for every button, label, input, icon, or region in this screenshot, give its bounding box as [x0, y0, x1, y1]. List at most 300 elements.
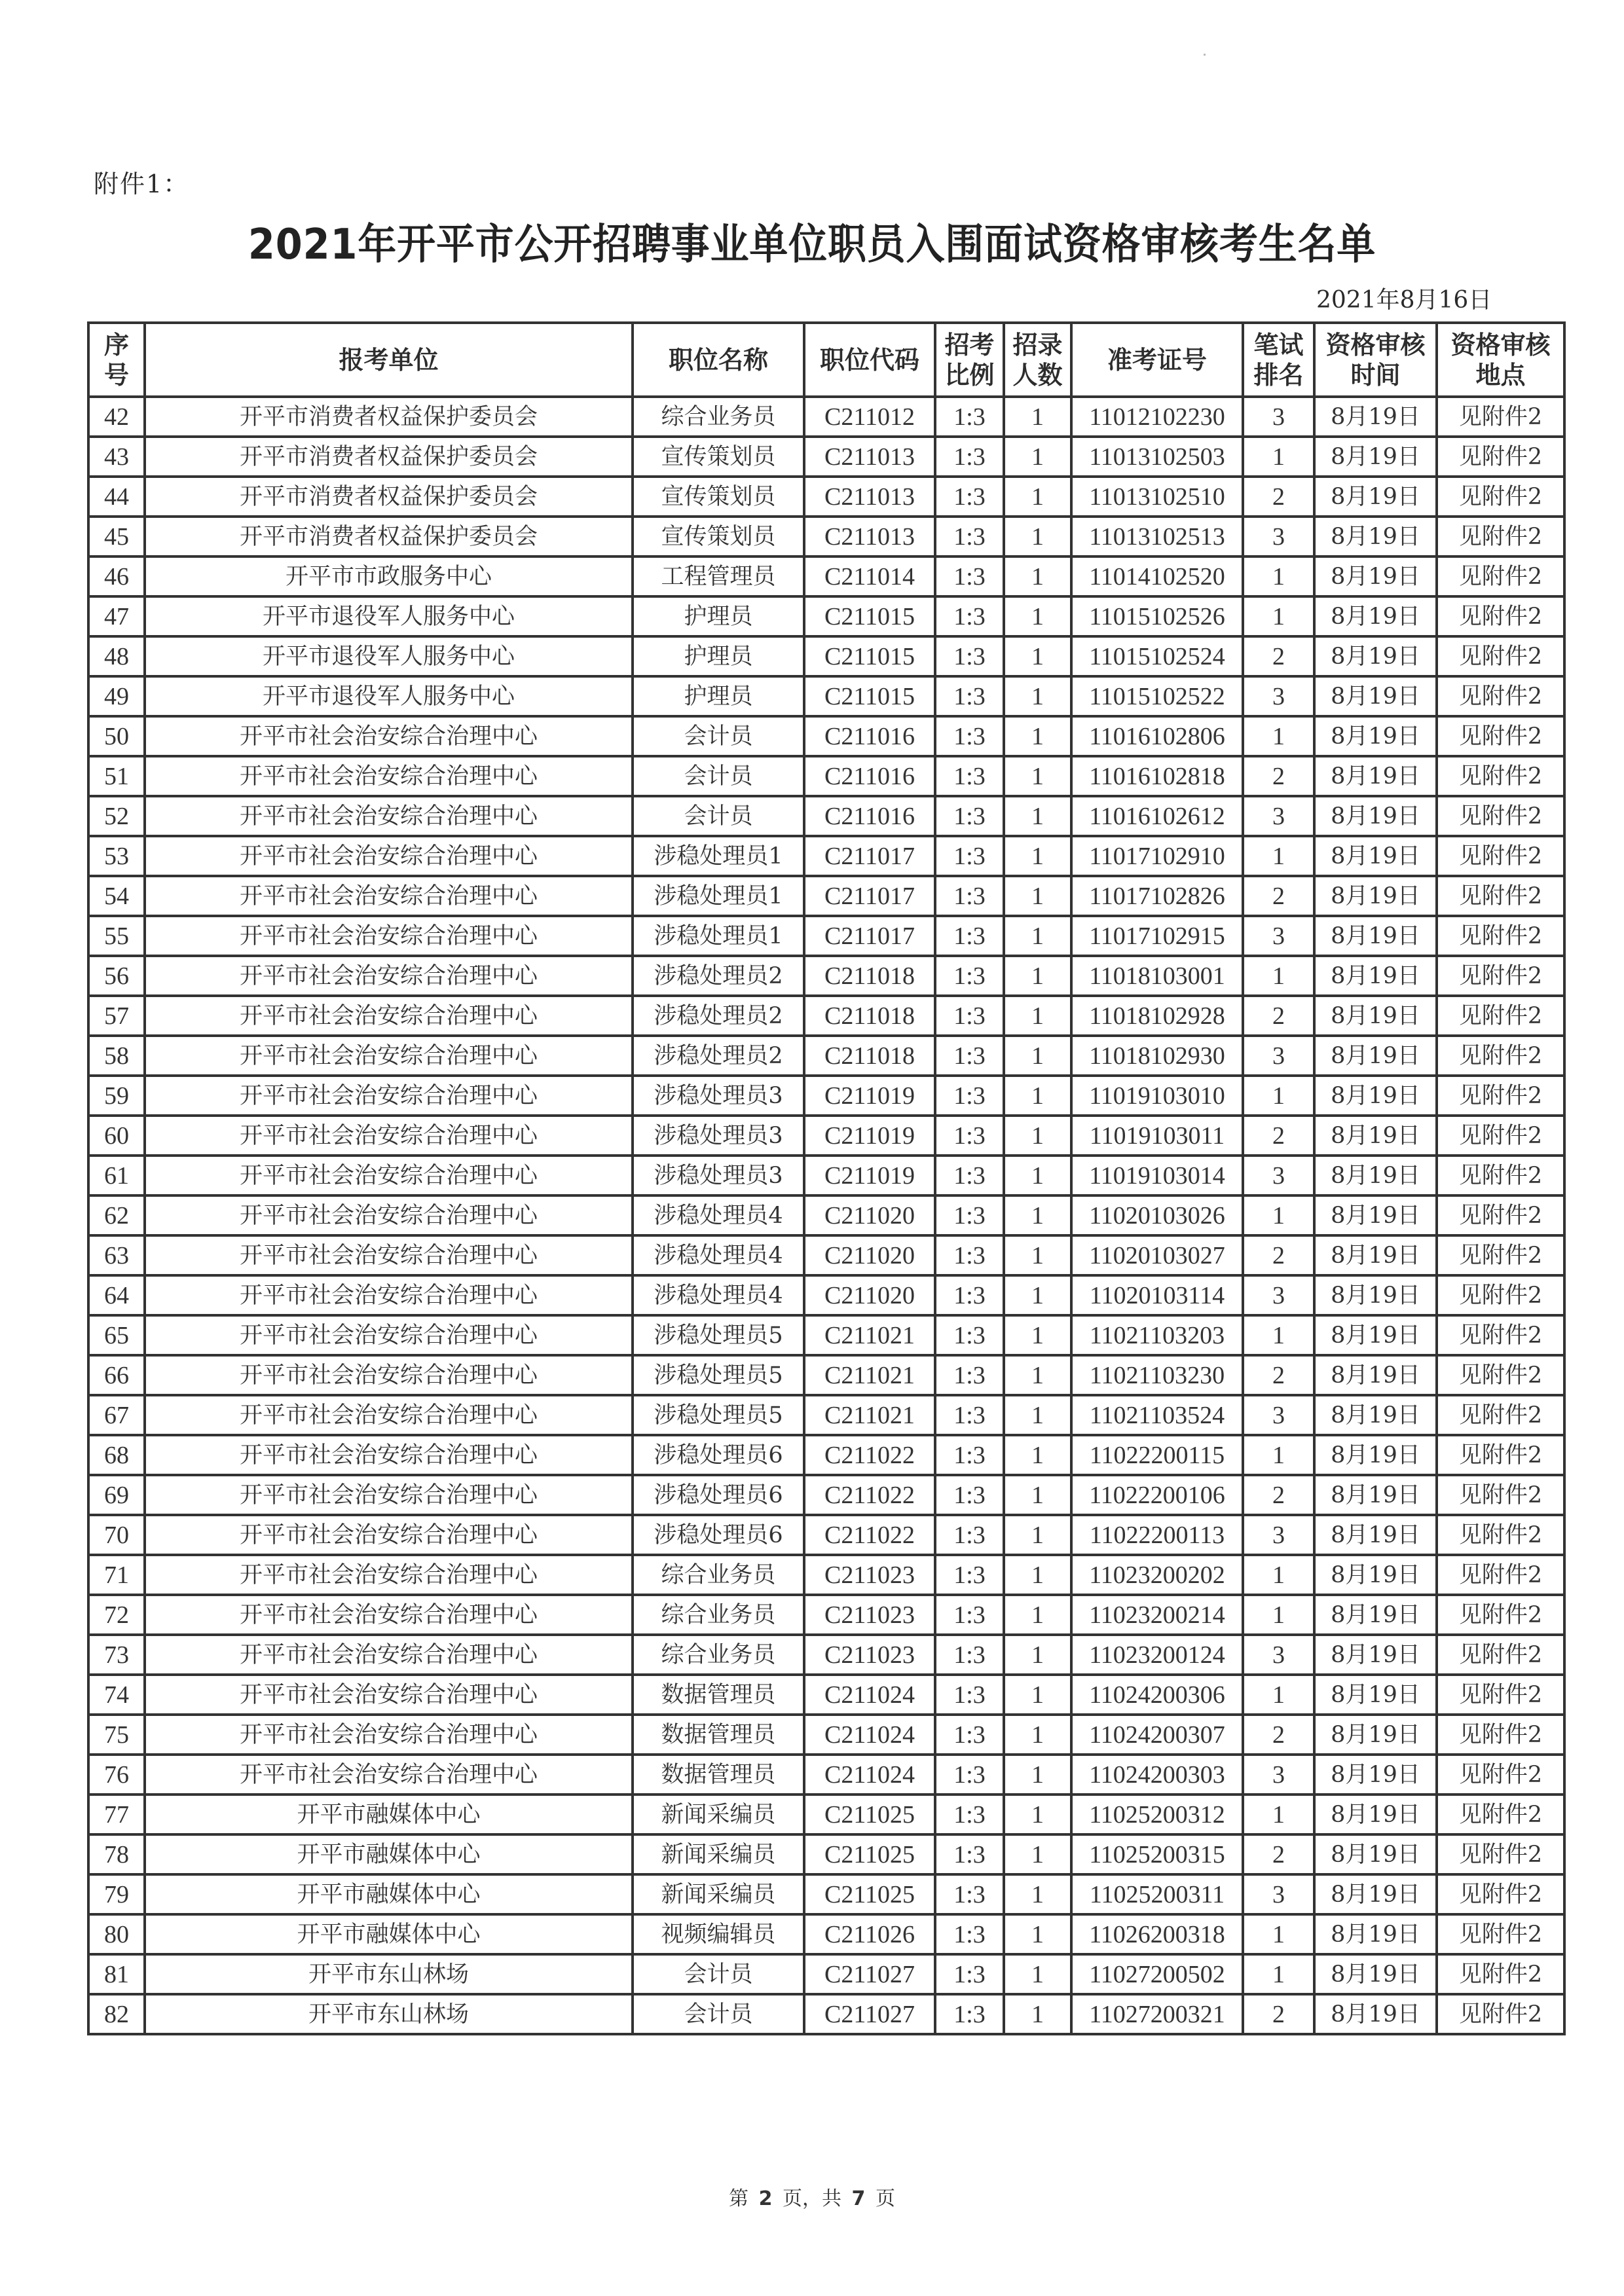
cell-written-rank: 2	[1243, 1994, 1314, 2034]
cell-ratio: 1:3	[935, 1555, 1004, 1595]
cell-position-name: 涉稳处理员4	[633, 1235, 804, 1275]
cell-written-rank: 1	[1243, 1954, 1314, 1994]
cell-review-location: 见附件2	[1437, 1116, 1564, 1156]
cell-ratio: 1:3	[935, 1635, 1004, 1675]
cell-unit: 开平市社会治安综合治理中心	[145, 916, 633, 956]
cell-ratio: 1:3	[935, 796, 1004, 836]
table-row	[88, 1156, 1564, 1195]
cell-review-location: 见附件2	[1437, 756, 1564, 796]
table-row	[88, 596, 1564, 636]
cell-position-code: C211024	[804, 1675, 935, 1715]
cell-hire-count: 1	[1004, 556, 1071, 596]
cell-review-location: 见附件2	[1437, 1555, 1564, 1595]
cell-hire-count: 1	[1004, 1755, 1071, 1795]
cell-review-time: 8月19日	[1314, 1715, 1437, 1755]
cell-unit: 开平市社会治安综合治理中心	[145, 1555, 633, 1595]
cell-seq: 80	[88, 1914, 145, 1954]
table-row	[88, 756, 1564, 796]
cell-position-name: 涉稳处理员2	[633, 996, 804, 1036]
table-row	[88, 1954, 1564, 1994]
cell-seq: 65	[88, 1315, 145, 1355]
cell-written-rank: 1	[1243, 1195, 1314, 1235]
cell-position-name: 综合业务员	[633, 1595, 804, 1635]
cell-position-name: 涉稳处理员6	[633, 1435, 804, 1475]
cell-admission-no: 11015102524	[1071, 636, 1243, 676]
table-row	[88, 1675, 1564, 1715]
scan-speck	[1204, 54, 1206, 56]
cell-admission-no: 11017102910	[1071, 836, 1243, 876]
cell-written-rank: 3	[1243, 916, 1314, 956]
table-row	[88, 716, 1564, 756]
cell-written-rank: 2	[1243, 996, 1314, 1036]
cell-position-name: 涉稳处理员1	[633, 836, 804, 876]
cell-review-time: 8月19日	[1314, 1954, 1437, 1994]
cell-unit: 开平市社会治安综合治理中心	[145, 1515, 633, 1555]
cell-admission-no: 11021103203	[1071, 1315, 1243, 1355]
cell-unit: 开平市社会治安综合治理中心	[145, 956, 633, 996]
cell-unit: 开平市社会治安综合治理中心	[145, 876, 633, 916]
cell-position-code: C211015	[804, 596, 935, 636]
header-review-time: 资格审核时间	[1314, 323, 1437, 397]
cell-admission-no: 11021103524	[1071, 1395, 1243, 1435]
cell-admission-no: 11016102612	[1071, 796, 1243, 836]
cell-admission-no: 11022200115	[1071, 1435, 1243, 1475]
cell-review-time: 8月19日	[1314, 596, 1437, 636]
cell-ratio: 1:3	[935, 1475, 1004, 1515]
cell-unit: 开平市社会治安综合治理中心	[145, 796, 633, 836]
cell-review-time: 8月19日	[1314, 1235, 1437, 1275]
table-row	[88, 1435, 1564, 1475]
cell-admission-no: 11014102520	[1071, 556, 1243, 596]
cell-admission-no: 11025200312	[1071, 1795, 1243, 1834]
cell-review-time: 8月19日	[1314, 556, 1437, 596]
cell-unit: 开平市消费者权益保护委员会	[145, 437, 633, 477]
cell-review-location: 见附件2	[1437, 1834, 1564, 1874]
cell-seq: 79	[88, 1874, 145, 1914]
cell-ratio: 1:3	[935, 1315, 1004, 1355]
cell-admission-no: 11023200202	[1071, 1555, 1243, 1595]
cell-position-code: C211018	[804, 1036, 935, 1076]
cell-ratio: 1:3	[935, 1954, 1004, 1994]
cell-review-time: 8月19日	[1314, 1834, 1437, 1874]
cell-ratio: 1:3	[935, 1834, 1004, 1874]
cell-review-time: 8月19日	[1314, 876, 1437, 916]
cell-unit: 开平市退役军人服务中心	[145, 636, 633, 676]
cell-seq: 47	[88, 596, 145, 636]
cell-position-name: 数据管理员	[633, 1755, 804, 1795]
cell-hire-count: 1	[1004, 716, 1071, 756]
cell-hire-count: 1	[1004, 1914, 1071, 1954]
cell-review-location: 见附件2	[1437, 676, 1564, 716]
cell-hire-count: 1	[1004, 756, 1071, 796]
cell-unit: 开平市社会治安综合治理中心	[145, 1116, 633, 1156]
cell-ratio: 1:3	[935, 1435, 1004, 1475]
cell-review-time: 8月19日	[1314, 916, 1437, 956]
cell-unit: 开平市社会治安综合治理中心	[145, 1275, 633, 1315]
cell-hire-count: 1	[1004, 836, 1071, 876]
header-position-code: 职位代码	[804, 323, 935, 397]
cell-seq: 59	[88, 1076, 145, 1116]
cell-hire-count: 1	[1004, 796, 1071, 836]
cell-admission-no: 11015102522	[1071, 676, 1243, 716]
cell-review-time: 8月19日	[1314, 1435, 1437, 1475]
table-row	[88, 676, 1564, 716]
cell-seq: 62	[88, 1195, 145, 1235]
cell-written-rank: 2	[1243, 756, 1314, 796]
cell-unit: 开平市退役军人服务中心	[145, 676, 633, 716]
cell-review-location: 见附件2	[1437, 1994, 1564, 2034]
cell-ratio: 1:3	[935, 517, 1004, 556]
table-row	[88, 517, 1564, 556]
cell-hire-count: 1	[1004, 477, 1071, 517]
cell-unit: 开平市社会治安综合治理中心	[145, 1076, 633, 1116]
cell-ratio: 1:3	[935, 676, 1004, 716]
cell-admission-no: 11018102928	[1071, 996, 1243, 1036]
cell-review-location: 见附件2	[1437, 836, 1564, 876]
cell-written-rank: 3	[1243, 1156, 1314, 1195]
table-row	[88, 1355, 1564, 1395]
cell-position-code: C211026	[804, 1914, 935, 1954]
cell-position-name: 工程管理员	[633, 556, 804, 596]
cell-unit: 开平市社会治安综合治理中心	[145, 1755, 633, 1795]
table-header-row	[88, 323, 1564, 397]
cell-position-code: C211013	[804, 477, 935, 517]
header-review-location: 资格审核地点	[1437, 323, 1564, 397]
cell-review-time: 8月19日	[1314, 1515, 1437, 1555]
cell-hire-count: 1	[1004, 1994, 1071, 2034]
cell-ratio: 1:3	[935, 437, 1004, 477]
cell-unit: 开平市社会治安综合治理中心	[145, 1315, 633, 1355]
cell-seq: 77	[88, 1795, 145, 1834]
cell-ratio: 1:3	[935, 716, 1004, 756]
cell-admission-no: 11016102806	[1071, 716, 1243, 756]
cell-review-location: 见附件2	[1437, 556, 1564, 596]
cell-review-location: 见附件2	[1437, 1275, 1564, 1315]
cell-admission-no: 11017102915	[1071, 916, 1243, 956]
cell-ratio: 1:3	[935, 1275, 1004, 1315]
cell-hire-count: 1	[1004, 1355, 1071, 1395]
cell-seq: 64	[88, 1275, 145, 1315]
cell-review-time: 8月19日	[1314, 1914, 1437, 1954]
cell-position-name: 综合业务员	[633, 1555, 804, 1595]
cell-admission-no: 11019103010	[1071, 1076, 1243, 1116]
cell-written-rank: 2	[1243, 1715, 1314, 1755]
cell-position-code: C211021	[804, 1315, 935, 1355]
table-row	[88, 556, 1564, 596]
cell-review-location: 见附件2	[1437, 1235, 1564, 1275]
table-row	[88, 1715, 1564, 1755]
cell-position-name: 涉稳处理员3	[633, 1156, 804, 1195]
cell-position-code: C211017	[804, 876, 935, 916]
cell-hire-count: 1	[1004, 1116, 1071, 1156]
cell-ratio: 1:3	[935, 1036, 1004, 1076]
cell-review-time: 8月19日	[1314, 1315, 1437, 1355]
cell-hire-count: 1	[1004, 1715, 1071, 1755]
cell-ratio: 1:3	[935, 1395, 1004, 1435]
cell-seq: 45	[88, 517, 145, 556]
cell-ratio: 1:3	[935, 1914, 1004, 1954]
cell-unit: 开平市融媒体中心	[145, 1874, 633, 1914]
cell-admission-no: 11025200311	[1071, 1874, 1243, 1914]
cell-review-time: 8月19日	[1314, 836, 1437, 876]
footer-current-page: 2	[758, 2187, 773, 2210]
cell-position-name: 涉稳处理员3	[633, 1116, 804, 1156]
cell-unit: 开平市社会治安综合治理中心	[145, 1355, 633, 1395]
cell-ratio: 1:3	[935, 996, 1004, 1036]
cell-seq: 53	[88, 836, 145, 876]
cell-seq: 72	[88, 1595, 145, 1635]
cell-admission-no: 11020103027	[1071, 1235, 1243, 1275]
cell-unit: 开平市退役军人服务中心	[145, 596, 633, 636]
cell-position-name: 会计员	[633, 796, 804, 836]
cell-unit: 开平市社会治安综合治理中心	[145, 1675, 633, 1715]
cell-review-location: 见附件2	[1437, 796, 1564, 836]
table-row	[88, 1195, 1564, 1235]
table-row	[88, 1036, 1564, 1076]
cell-review-location: 见附件2	[1437, 1156, 1564, 1195]
table-row	[88, 1475, 1564, 1515]
cell-seq: 55	[88, 916, 145, 956]
cell-unit: 开平市社会治安综合治理中心	[145, 1435, 633, 1475]
cell-position-name: 综合业务员	[633, 397, 804, 437]
cell-position-code: C211018	[804, 956, 935, 996]
cell-seq: 63	[88, 1235, 145, 1275]
cell-position-code: C211022	[804, 1475, 935, 1515]
cell-position-code: C211027	[804, 1954, 935, 1994]
cell-hire-count: 1	[1004, 1235, 1071, 1275]
table-row	[88, 1874, 1564, 1914]
cell-ratio: 1:3	[935, 397, 1004, 437]
cell-position-name: 新闻采编员	[633, 1795, 804, 1834]
cell-unit: 开平市社会治安综合治理中心	[145, 1635, 633, 1675]
cell-position-code: C211025	[804, 1795, 935, 1834]
cell-written-rank: 1	[1243, 1435, 1314, 1475]
cell-ratio: 1:3	[935, 1515, 1004, 1555]
cell-ratio: 1:3	[935, 1116, 1004, 1156]
cell-seq: 81	[88, 1954, 145, 1994]
cell-review-location: 见附件2	[1437, 716, 1564, 756]
cell-position-code: C211023	[804, 1555, 935, 1595]
cell-position-code: C211016	[804, 756, 935, 796]
cell-review-time: 8月19日	[1314, 1116, 1437, 1156]
cell-review-time: 8月19日	[1314, 477, 1437, 517]
cell-ratio: 1:3	[935, 1795, 1004, 1834]
cell-admission-no: 11020103114	[1071, 1275, 1243, 1315]
cell-unit: 开平市融媒体中心	[145, 1795, 633, 1834]
cell-hire-count: 1	[1004, 1834, 1071, 1874]
cell-written-rank: 1	[1243, 956, 1314, 996]
cell-position-name: 涉稳处理员4	[633, 1195, 804, 1235]
cell-position-name: 会计员	[633, 1954, 804, 1994]
cell-written-rank: 2	[1243, 1834, 1314, 1874]
cell-review-time: 8月19日	[1314, 1195, 1437, 1235]
footer-suffix: 页	[875, 2187, 895, 2210]
cell-review-time: 8月19日	[1314, 397, 1437, 437]
cell-written-rank: 1	[1243, 1315, 1314, 1355]
cell-hire-count: 1	[1004, 996, 1071, 1036]
cell-written-rank: 1	[1243, 556, 1314, 596]
cell-seq: 82	[88, 1994, 145, 2034]
cell-review-location: 见附件2	[1437, 1195, 1564, 1235]
cell-hire-count: 1	[1004, 1555, 1071, 1595]
table-row	[88, 1275, 1564, 1315]
cell-review-location: 见附件2	[1437, 1595, 1564, 1635]
cell-review-time: 8月19日	[1314, 437, 1437, 477]
cell-admission-no: 11012102230	[1071, 397, 1243, 437]
cell-review-location: 见附件2	[1437, 596, 1564, 636]
cell-position-name: 会计员	[633, 716, 804, 756]
cell-review-time: 8月19日	[1314, 996, 1437, 1036]
cell-position-name: 护理员	[633, 596, 804, 636]
cell-seq: 61	[88, 1156, 145, 1195]
cell-position-code: C211025	[804, 1874, 935, 1914]
cell-review-location: 见附件2	[1437, 1395, 1564, 1435]
cell-position-code: C211013	[804, 437, 935, 477]
cell-seq: 43	[88, 437, 145, 477]
cell-position-name: 会计员	[633, 1994, 804, 2034]
cell-admission-no: 11020103026	[1071, 1195, 1243, 1235]
cell-written-rank: 2	[1243, 1475, 1314, 1515]
cell-ratio: 1:3	[935, 1755, 1004, 1795]
cell-position-name: 涉稳处理员6	[633, 1475, 804, 1515]
cell-hire-count: 1	[1004, 1395, 1071, 1435]
cell-position-code: C211019	[804, 1076, 935, 1116]
table-row	[88, 1235, 1564, 1275]
cell-unit: 开平市社会治安综合治理中心	[145, 1475, 633, 1515]
cell-position-name: 涉稳处理员6	[633, 1515, 804, 1555]
cell-seq: 48	[88, 636, 145, 676]
cell-seq: 44	[88, 477, 145, 517]
cell-ratio: 1:3	[935, 1994, 1004, 2034]
header-position-name: 职位名称	[633, 323, 804, 397]
cell-review-time: 8月19日	[1314, 1475, 1437, 1515]
table-row	[88, 876, 1564, 916]
cell-position-name: 涉稳处理员5	[633, 1315, 804, 1355]
cell-position-code: C211012	[804, 397, 935, 437]
table-row	[88, 397, 1564, 437]
cell-ratio: 1:3	[935, 1355, 1004, 1395]
cell-position-name: 涉稳处理员1	[633, 876, 804, 916]
cell-hire-count: 1	[1004, 1195, 1071, 1235]
cell-seq: 52	[88, 796, 145, 836]
table-row	[88, 1914, 1564, 1954]
cell-position-code: C211021	[804, 1395, 935, 1435]
cell-unit: 开平市社会治安综合治理中心	[145, 1036, 633, 1076]
header-written-rank: 笔试排名	[1243, 323, 1314, 397]
cell-written-rank: 3	[1243, 796, 1314, 836]
cell-ratio: 1:3	[935, 477, 1004, 517]
cell-seq: 75	[88, 1715, 145, 1755]
cell-position-name: 宣传策划员	[633, 517, 804, 556]
document-date: 2021年8月16日	[1316, 287, 1492, 314]
cell-written-rank: 3	[1243, 517, 1314, 556]
cell-unit: 开平市消费者权益保护委员会	[145, 517, 633, 556]
header-seq: 序号	[88, 323, 145, 397]
cell-written-rank: 3	[1243, 676, 1314, 716]
table-row	[88, 1755, 1564, 1795]
cell-unit: 开平市社会治安综合治理中心	[145, 1595, 633, 1635]
cell-hire-count: 1	[1004, 1435, 1071, 1475]
header-unit: 报考单位	[145, 323, 633, 397]
cell-review-time: 8月19日	[1314, 756, 1437, 796]
cell-review-location: 见附件2	[1437, 1914, 1564, 1954]
cell-position-name: 数据管理员	[633, 1715, 804, 1755]
attachment-label: 附件1：	[94, 170, 190, 198]
cell-hire-count: 1	[1004, 1156, 1071, 1195]
table-row	[88, 1116, 1564, 1156]
cell-review-time: 8月19日	[1314, 796, 1437, 836]
cell-hire-count: 1	[1004, 1275, 1071, 1315]
cell-hire-count: 1	[1004, 1595, 1071, 1635]
table-row	[88, 1994, 1564, 2034]
cell-review-time: 8月19日	[1314, 1275, 1437, 1315]
cell-ratio: 1:3	[935, 1235, 1004, 1275]
cell-position-code: C211022	[804, 1515, 935, 1555]
cell-hire-count: 1	[1004, 1954, 1071, 1994]
cell-position-code: C211013	[804, 517, 935, 556]
cell-position-code: C211020	[804, 1275, 935, 1315]
cell-hire-count: 1	[1004, 1795, 1071, 1834]
cell-hire-count: 1	[1004, 676, 1071, 716]
cell-review-location: 见附件2	[1437, 1795, 1564, 1834]
cell-review-location: 见附件2	[1437, 1515, 1564, 1555]
footer-middle: 页，共	[783, 2187, 841, 2210]
cell-position-code: C211018	[804, 996, 935, 1036]
cell-seq: 56	[88, 956, 145, 996]
cell-review-time: 8月19日	[1314, 1675, 1437, 1715]
cell-hire-count: 1	[1004, 916, 1071, 956]
cell-ratio: 1:3	[935, 1675, 1004, 1715]
cell-seq: 50	[88, 716, 145, 756]
cell-unit: 开平市社会治安综合治理中心	[145, 1195, 633, 1235]
table-row	[88, 916, 1564, 956]
cell-review-time: 8月19日	[1314, 1635, 1437, 1675]
cell-admission-no: 11013102513	[1071, 517, 1243, 556]
cell-position-code: C211024	[804, 1755, 935, 1795]
cell-hire-count: 1	[1004, 596, 1071, 636]
cell-ratio: 1:3	[935, 756, 1004, 796]
cell-ratio: 1:3	[935, 916, 1004, 956]
cell-unit: 开平市东山林场	[145, 1954, 633, 1994]
cell-review-time: 8月19日	[1314, 1395, 1437, 1435]
cell-admission-no: 11015102526	[1071, 596, 1243, 636]
cell-written-rank: 2	[1243, 477, 1314, 517]
cell-position-name: 涉稳处理员2	[633, 1036, 804, 1076]
cell-written-rank: 1	[1243, 1595, 1314, 1635]
cell-position-name: 新闻采编员	[633, 1874, 804, 1914]
table-row	[88, 1555, 1564, 1595]
cell-seq: 57	[88, 996, 145, 1036]
cell-position-code: C211020	[804, 1235, 935, 1275]
cell-position-name: 涉稳处理员5	[633, 1355, 804, 1395]
cell-admission-no: 11023200214	[1071, 1595, 1243, 1635]
table-row	[88, 1795, 1564, 1834]
cell-review-time: 8月19日	[1314, 1036, 1437, 1076]
cell-review-location: 见附件2	[1437, 1475, 1564, 1515]
cell-unit: 开平市社会治安综合治理中心	[145, 1395, 633, 1435]
cell-review-location: 见附件2	[1437, 517, 1564, 556]
table-row	[88, 836, 1564, 876]
cell-position-code: C211024	[804, 1715, 935, 1755]
cell-admission-no: 11022200113	[1071, 1515, 1243, 1555]
cell-written-rank: 1	[1243, 836, 1314, 876]
cell-hire-count: 1	[1004, 397, 1071, 437]
cell-position-name: 视频编辑员	[633, 1914, 804, 1954]
cell-review-time: 8月19日	[1314, 716, 1437, 756]
cell-review-location: 见附件2	[1437, 916, 1564, 956]
cell-ratio: 1:3	[935, 1715, 1004, 1755]
cell-ratio: 1:3	[935, 1195, 1004, 1235]
